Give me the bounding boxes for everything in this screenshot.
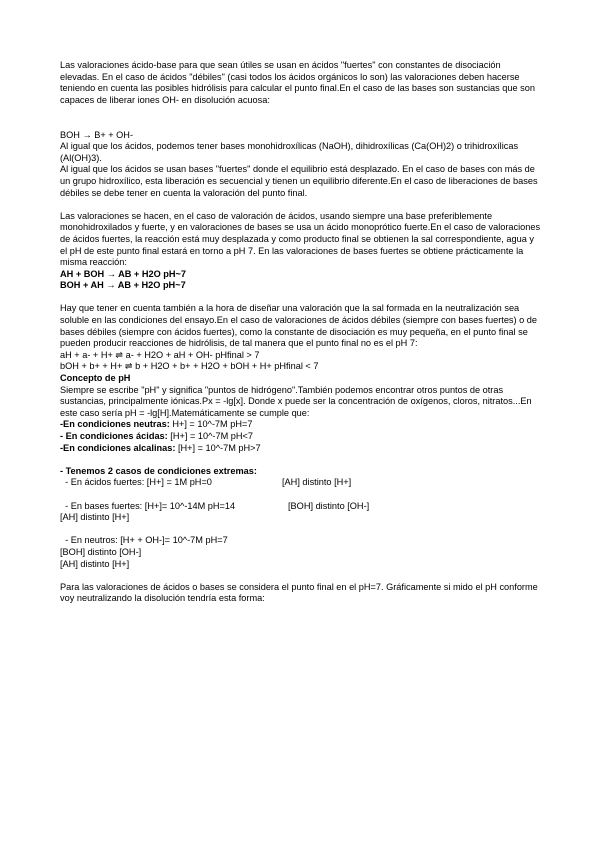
acid-strong-right: [AH] distinto [H+] [282, 477, 352, 488]
boh-equation: BOH → B+ + OH- [60, 129, 134, 140]
weak-base-equation: bOH + b+ + H+ ⇌ b + H2O + b+ + H2O + bOH + H+ pHfinal < 7 [60, 361, 319, 372]
base-strong-right: [BOH] distinto [OH-] [288, 500, 370, 511]
strong-bases-paragraph: Al igual que los ácidos se usan bases "fuertes" donde el equilibrio está desplazado. En el caso de bases con más de un grupo hidroxílico, esta liberación es secuencial y tienen un equilibrio diferente.En el caso de liberaciones de bases débiles se debe tener en cuenta la valoración del punto final. [60, 164, 538, 198]
valoraciones-paragraph: Las valoraciones se hacen, en el caso de valoración de ácidos, usando siempre una base preferiblemente monohidroxilados y fuerte, y en valoraciones de bases se usa un ácido monoprótico fuerte.En el caso de valoraciones de ácidos fuertes, la reacción está muy desplazada y como producto final se obtienen la sal correspondiente, agua y el pH de este punto final estará en torno a pH 7. En las valoraciones de bases fuertes se obtiene prácticamente la misma reacción: [60, 210, 541, 268]
concepto-heading: Concepto de pH [60, 373, 131, 384]
condition-label: - En condiciones ácidas: [60, 431, 168, 441]
concepto-paragraph: Siempre se escribe "pH" y significa "puntos de hidrógeno".También podemos encontrar otros puntos de otras sustancias, principalmente iónicas.Px = -lg[x]. Donde x puede ser la concentración de oxígenos, cloros, nitratos...En este caso sería pH = -lg[H].Matemáticamente se cumple que: [60, 384, 532, 418]
bases-types-paragraph: Al igual que los ácidos, podemos tener bases monohidroxílicas (NaOH), dihidroxílicas (Ca(OH)2) o trihidroxílicas (Al(OH)3). [60, 141, 519, 163]
final-paragraph: Para las valoraciones de ácidos o bases se considera el punto final en el pH=7. Gráficamente si mido el pH conforme voy neutralizando la disolución tendría esta forma: [60, 581, 538, 604]
neutral-line-3: [AH] distinto [H+] [60, 558, 130, 569]
weak-acid-equation: aH + a- + H+ ⇌ a- + H2O + aH + OH- pHfinal > 7 [60, 349, 260, 360]
base-strong-left: - En bases fuertes: [H+]= 10^-14M pH=14 [60, 500, 236, 511]
reaction-2: BOH + AH → AB + H2O pH~7 [60, 280, 186, 291]
extremes-heading: - Tenemos 2 casos de condiciones extremas: [60, 465, 257, 476]
sal-soluble-paragraph: Hay que tener en cuenta también a la hora de diseñar una valoración que la sal formada en la neutralización sea soluble en las condiciones del ensayo.En el caso de valoraciones de ácidos débiles (siempre con bases fuertes) o de bases débiles (siempre con ácidos fuertes), como la constante de disociación es muy pequeña, en el punto final se pueden producir reacciones de hidrólisis, de tal manera que el punto final no es el pH 7: [60, 303, 538, 349]
reaction-1: AH + BOH → AB + H2O pH~7 [60, 268, 187, 279]
acid-strong-left: - En ácidos fuertes: [H+] = 1M pH=0 [60, 477, 212, 488]
condition-alkaline [60, 443, 542, 455]
neutral-line: - En neutros: [H+ + OH-]= 10^-7M pH=7 [60, 535, 228, 546]
intro-paragraph: Las valoraciones ácido-base para que sean útiles se usan en ácidos "fuertes" con constantes de disociación elevadas. En el caso de ácidos "débiles" (casi todos los ácidos orgánicos lo son) las valoraciones deben hacerse teniendo en cuenta las posibles hidrólisis para calcular el punto final.En el caso de las bases son sustancias que son capaces de liberar iones OH- en disolución acuosa: [60, 60, 535, 105]
acid-strong-line [60, 477, 542, 489]
condition-acid [60, 431, 542, 443]
base-strong-line-2: [AH] distinto [H+] [60, 512, 130, 523]
condition-label: -En condiciones neutras: [60, 419, 170, 430]
condition-value: [H+] = 10^-7M pH<7 [167, 431, 253, 441]
neutral-line-2: [BOH] distinto [OH-] [60, 546, 142, 557]
condition-value: [H+] = 10^-7M pH>7 [175, 442, 261, 453]
condition-label: -En condiciones alcalinas: [60, 442, 176, 453]
condition-neutral [60, 419, 542, 431]
document-page [60, 60, 542, 605]
condition-value: H+] = 10^-7M pH=7 [169, 419, 253, 430]
base-strong-line [60, 501, 542, 513]
